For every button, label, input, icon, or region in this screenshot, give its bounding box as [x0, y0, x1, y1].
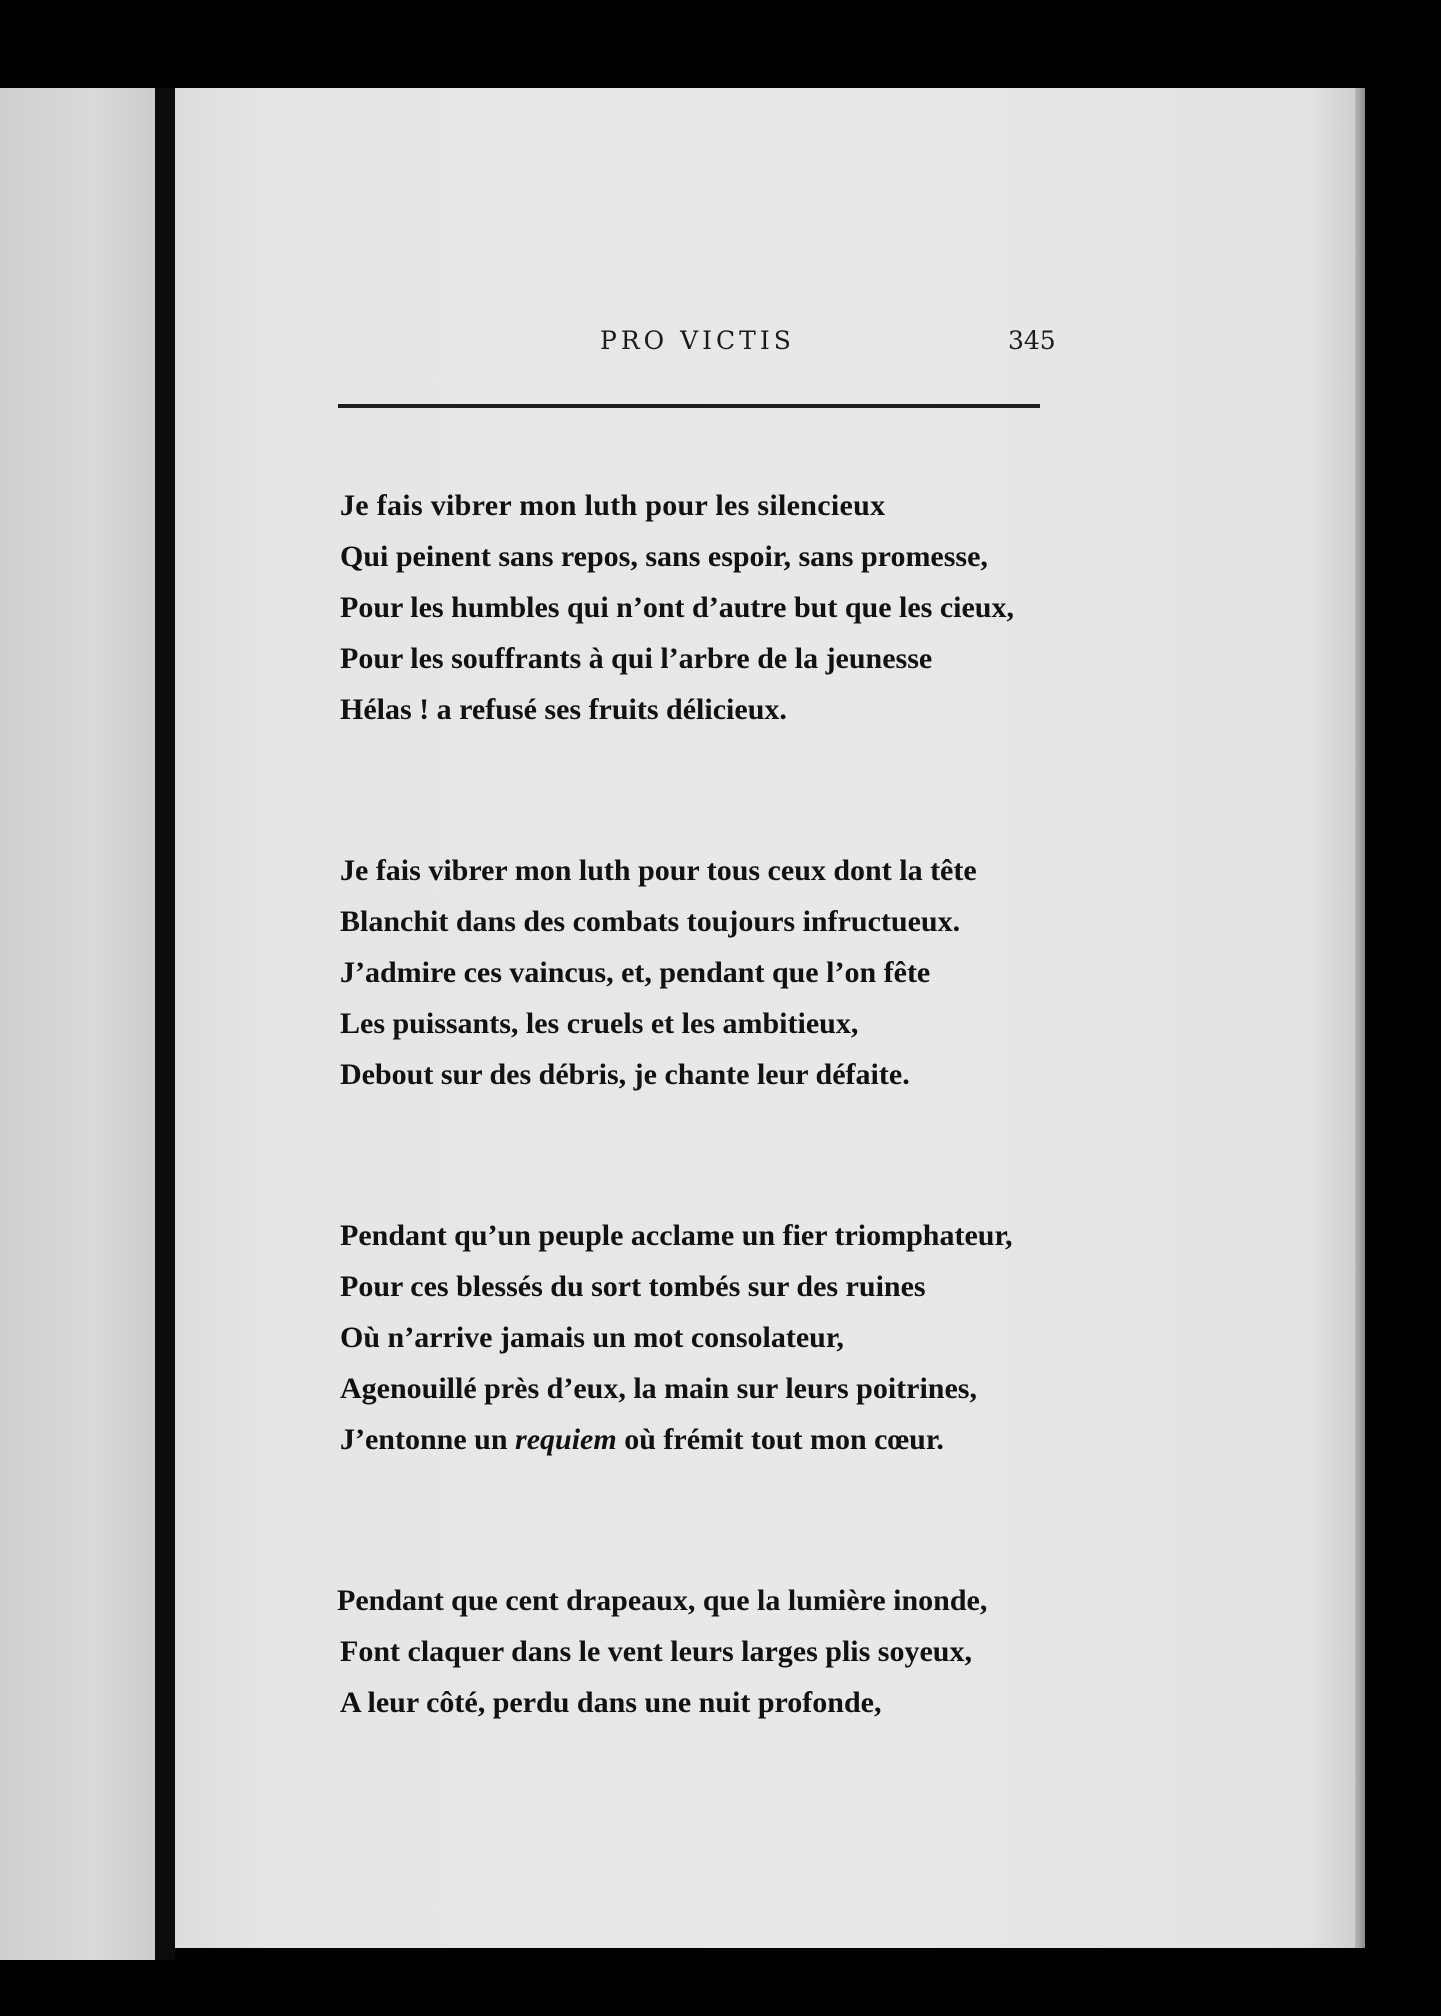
verse-line: Je fais vibrer mon luth pour les silencieux: [340, 489, 886, 522]
stanza: [337, 1575, 1014, 1728]
verse-line: [340, 1414, 1014, 1465]
book-gutter: [155, 88, 175, 1960]
poem-text: [337, 480, 1014, 1728]
verse-line: Pour les humbles qui n’ont d’autre but que les cieux,: [340, 591, 1014, 624]
verse-line: Pendant que cent drapeaux, que la lumière inonde,: [337, 1584, 988, 1617]
verse-line: J’admire ces vaincus, et, pendant que l’on fête: [340, 956, 931, 989]
verse-line: Pour les souffrants à qui l’arbre de la jeunesse: [340, 642, 933, 675]
verse-line: Pendant qu’un peuple acclame un fier triomphateur,: [340, 1219, 1013, 1252]
verse-line: Hélas ! a refusé ses fruits délicieux.: [340, 693, 787, 726]
verse-segment: où frémit tout mon cœur.: [616, 1423, 944, 1456]
page-fore-edge: [1355, 88, 1365, 1948]
stanza: [340, 1210, 1014, 1465]
stanza: [340, 480, 1014, 735]
running-title: PRO VICTIS: [600, 326, 795, 355]
verse-line: Où n’arrive jamais un mot consolateur,: [340, 1321, 844, 1354]
header-rule: [338, 404, 1040, 408]
verse-line: Debout sur des débris, je chante leur défaite.: [340, 1058, 910, 1091]
verse-line: Blanchit dans des combats toujours infructueux.: [340, 905, 961, 938]
verse-segment: J’entonne un: [340, 1423, 516, 1456]
verse-line: A leur côté, perdu dans une nuit profonde,: [340, 1686, 882, 1719]
running-header: [0, 326, 1441, 366]
italic-word: requiem: [515, 1423, 617, 1456]
verse-line: Qui peinent sans repos, sans espoir, sans promesse,: [340, 540, 988, 573]
verse-line: Pour ces blessés du sort tombés sur des ruines: [340, 1270, 926, 1303]
page-number: 345: [1008, 326, 1056, 355]
verse-line: Je fais vibrer mon luth pour tous ceux dont la tête: [340, 854, 977, 887]
facing-page-edge: [0, 88, 155, 1960]
verse-line: Agenouillé près d’eux, la main sur leurs poitrines,: [340, 1372, 977, 1405]
stanza: [340, 845, 1014, 1100]
verse-line: Les puissants, les cruels et les ambitieux,: [340, 1007, 859, 1040]
verse-line: Font claquer dans le vent leurs larges plis soyeux,: [340, 1635, 972, 1668]
